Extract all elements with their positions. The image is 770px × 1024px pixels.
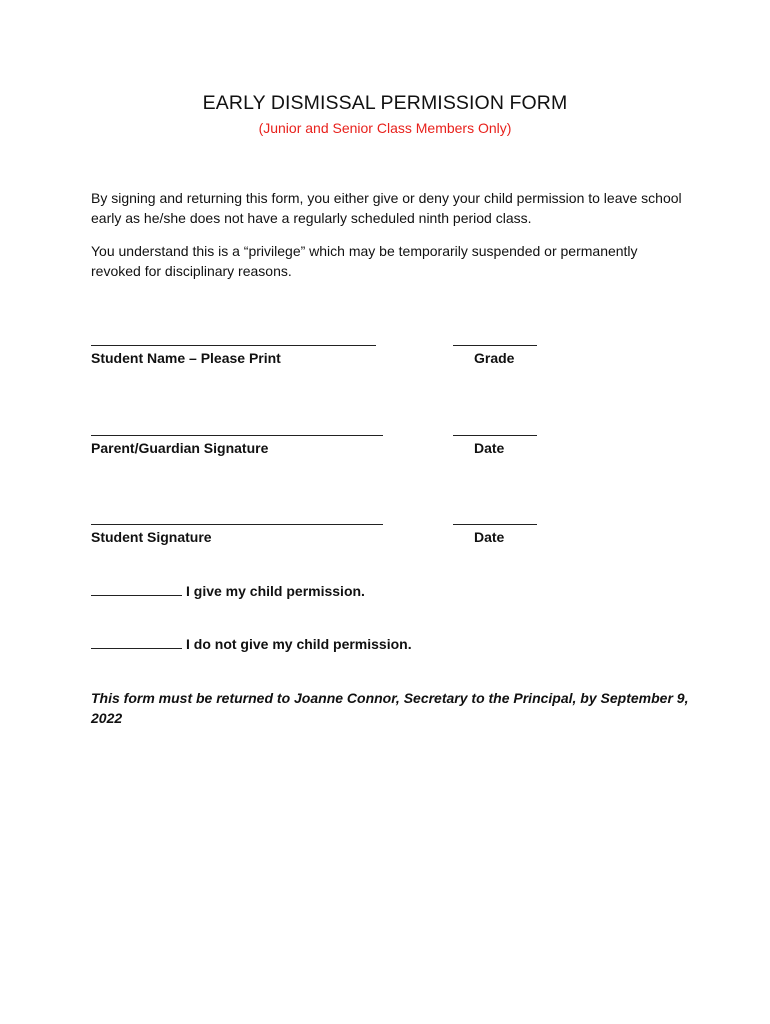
intro-paragraph: By signing and returning this form, you either give or deny your child permission to leave school early as he/she does not have a regularly scheduled ninth period class. [91, 190, 682, 226]
return-instructions: This form must be returned to Joanne Connor, Secretary to the Principal, by September 9, 2022 [91, 690, 689, 726]
student-name-line[interactable] [91, 345, 376, 346]
parent-signature-line[interactable] [91, 435, 383, 436]
student-signature-line[interactable] [91, 524, 383, 525]
student-date-label: Date [474, 529, 505, 545]
parent-date-label: Date [474, 440, 505, 456]
grade-label: Grade [474, 350, 515, 366]
student-date-line[interactable] [453, 524, 537, 525]
parent-signature-label: Parent/Guardian Signature [91, 440, 269, 456]
privilege-paragraph: You understand this is a “privilege” which may be temporarily suspended or permanently revoked for disciplinary reasons. [91, 243, 638, 279]
form-title: EARLY DISMISSAL PERMISSION FORM [202, 92, 568, 114]
student-signature-label: Student Signature [91, 529, 212, 545]
parent-date-line[interactable] [453, 435, 537, 436]
student-name-label: Student Name – Please Print [91, 350, 281, 366]
deny-permission-blank[interactable] [91, 636, 182, 649]
give-permission-option [91, 583, 365, 599]
deny-permission-label: I do not give my child permission. [186, 636, 412, 652]
form-subtitle: (Junior and Senior Class Members Only) [258, 120, 512, 136]
give-permission-label: I give my child permission. [186, 583, 365, 599]
give-permission-blank[interactable] [91, 583, 182, 596]
deny-permission-option [91, 636, 412, 652]
grade-line[interactable] [453, 345, 537, 346]
